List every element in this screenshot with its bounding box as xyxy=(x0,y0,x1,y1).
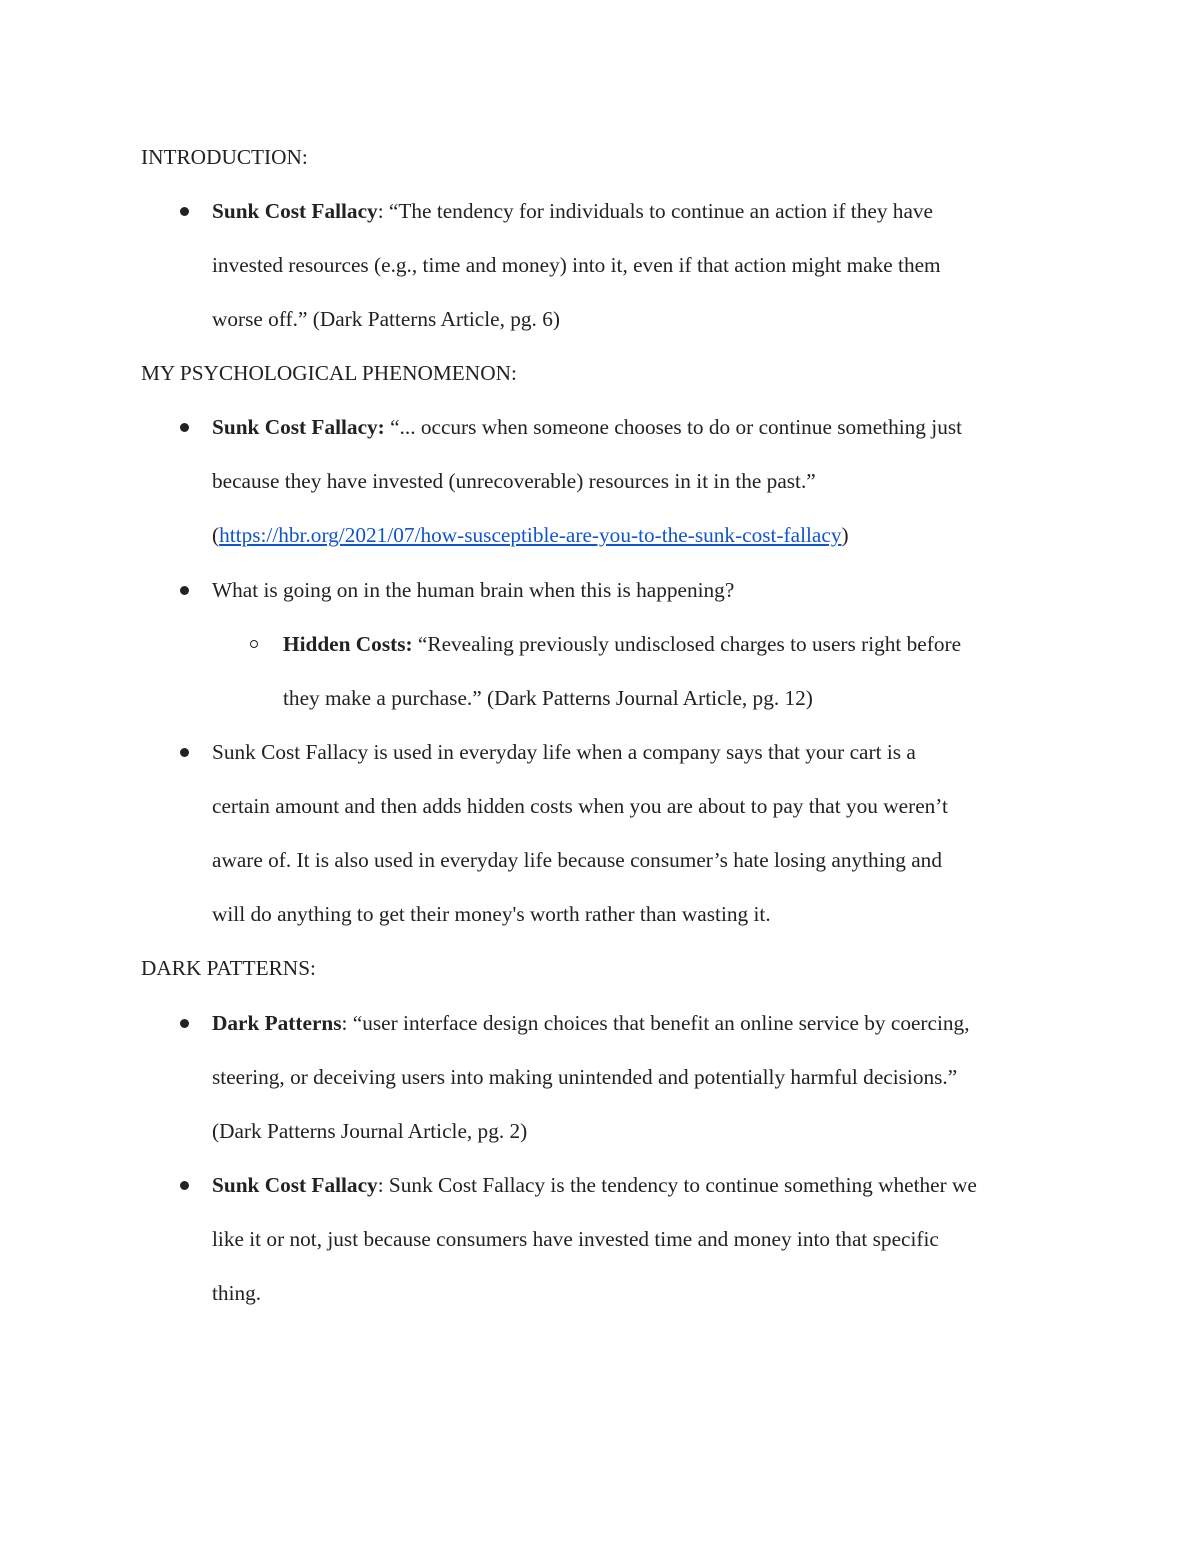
phenomenon-item-1-line-1 xyxy=(212,413,962,441)
dark-item-1-line-1 xyxy=(212,1009,970,1037)
hollow-bullet-icon xyxy=(250,640,258,648)
phenomenon-item-3-line-3: aware of. It is also used in everyday life because consumer’s hate losing anything and xyxy=(212,848,942,872)
phenomenon-item-2-line-1: What is going on in the human brain when this is happening? xyxy=(212,578,735,602)
phenomenon-item-1-line-3 xyxy=(212,521,849,549)
dark-item-2-line-3: thing. xyxy=(212,1281,262,1305)
bullet-icon xyxy=(180,1019,189,1028)
bullet-icon xyxy=(180,1181,189,1190)
dark-item-2-line-1 xyxy=(212,1171,977,1199)
dark-item-1-line-3: (Dark Patterns Journal Article, pg. 2) xyxy=(212,1119,528,1143)
bullet-icon xyxy=(180,748,189,757)
section-heading-dark-patterns: DARK PATTERNS: xyxy=(141,956,316,980)
section-heading-phenomenon: MY PSYCHOLOGICAL PHENOMENON: xyxy=(141,361,517,385)
term-sunk-cost-fallacy: Sunk Cost Fallacy: xyxy=(212,415,385,439)
definition-text: : Sunk Cost Fallacy is the tendency to continue something whether we xyxy=(377,1173,977,1197)
intro-item-1-line-3: worse off.” (Dark Patterns Article, pg. 6) xyxy=(212,307,560,331)
open-paren: ( xyxy=(212,523,220,547)
phenomenon-subitem-line-1 xyxy=(283,630,961,658)
definition-text: “... occurs when someone chooses to do or continue something just xyxy=(384,415,963,439)
term-hidden-costs: Hidden Costs: xyxy=(283,632,413,656)
hbr-article-link[interactable]: https://hbr.org/2021/07/how-susceptible-are-you-to-the-sunk-cost-fallacy xyxy=(219,523,842,547)
phenomenon-item-1-line-2: because they have invested (unrecoverable) resources in it in the past.” xyxy=(212,469,816,493)
dark-item-2-line-2: like it or not, just because consumers have invested time and money into that specific xyxy=(212,1227,939,1251)
bullet-icon xyxy=(180,423,189,432)
intro-item-1-line-2: invested resources (e.g., time and money) into it, even if that action might make them xyxy=(212,253,941,277)
phenomenon-item-3-line-1: Sunk Cost Fallacy is used in everyday life when a company says that your cart is a xyxy=(212,740,916,764)
term-sunk-cost-fallacy: Sunk Cost Fallacy xyxy=(212,1173,378,1197)
section-heading-introduction: INTRODUCTION: xyxy=(141,145,308,169)
phenomenon-subitem-line-2: they make a purchase.” (Dark Patterns Journal Article, pg. 12) xyxy=(283,686,813,710)
term-dark-patterns: Dark Patterns xyxy=(212,1011,342,1035)
bullet-icon xyxy=(180,586,189,595)
bullet-icon xyxy=(180,207,189,216)
intro-item-1-line-1 xyxy=(212,197,933,225)
phenomenon-item-3-line-4: will do anything to get their money's worth rather than wasting it. xyxy=(212,902,771,926)
definition-text: : “The tendency for individuals to continue an action if they have xyxy=(377,199,933,223)
close-paren: ) xyxy=(841,523,849,547)
phenomenon-item-3-line-2: certain amount and then adds hidden costs when you are about to pay that you weren’t xyxy=(212,794,948,818)
term-sunk-cost-fallacy: Sunk Cost Fallacy xyxy=(212,199,378,223)
dark-item-1-line-2: steering, or deceiving users into making unintended and potentially harmful decisions.” xyxy=(212,1065,958,1089)
definition-text: “Revealing previously undisclosed charges to users right before xyxy=(412,632,962,656)
definition-text: : “user interface design choices that benefit an online service by coercing, xyxy=(341,1011,970,1035)
